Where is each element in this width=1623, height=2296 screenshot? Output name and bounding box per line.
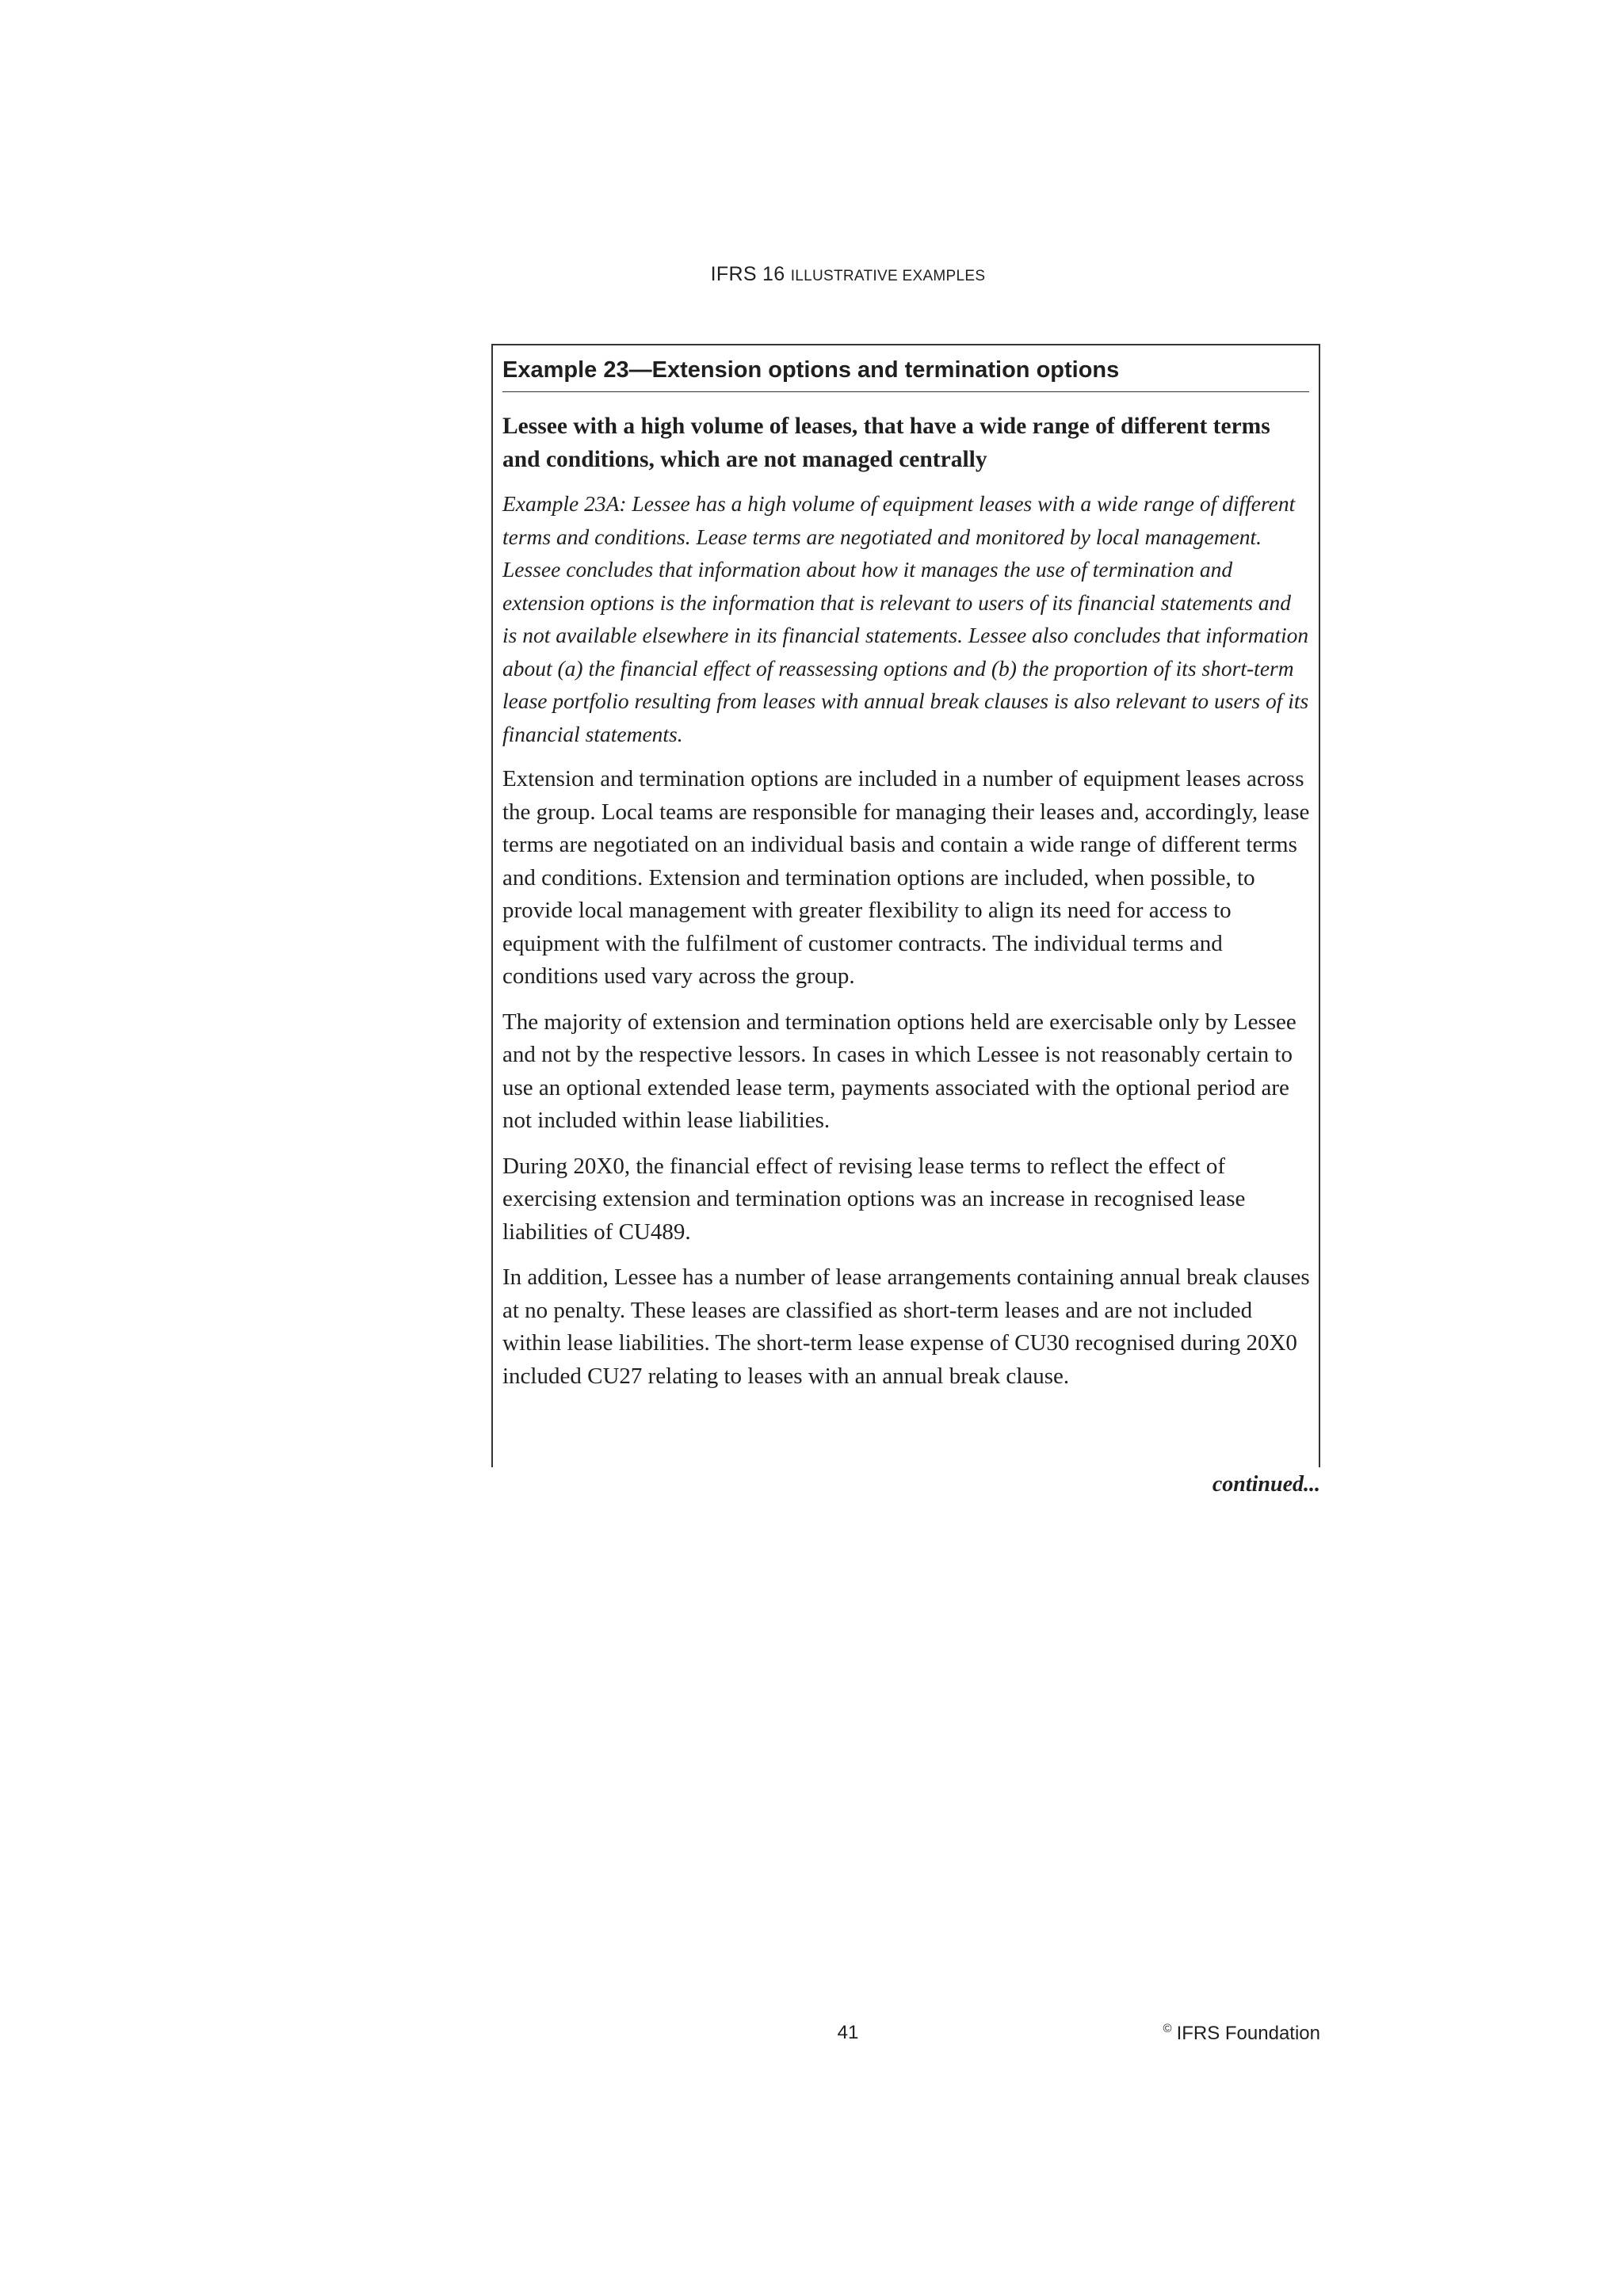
example-title: Example 23—Extension options and termination options <box>502 355 1309 392</box>
example-box <box>491 344 1320 1467</box>
running-head <box>0 263 1623 286</box>
example-intro: Example 23A: Lessee has a high volume of equipment leases with a wide range of different terms and conditions. Lease terms are negotiated and monitored by local management. Lessee concludes that information about how it manages the use of termination and extension options is the information that is relevant to users of its financial statements and is not available elsewhere in its financial statements. Lessee also concludes that information about (a) the financial effect of reassessing options and (b) the proportion of its short-term lease portfolio resulting from leases with annual break clauses is also relevant to users of its financial statements. <box>502 491 1309 746</box>
running-head-main: IFRS 16 <box>710 263 791 285</box>
page-number: 41 <box>837 2022 859 2043</box>
body-paragraph-3: During 20X0, the financial effect of revising lease terms to reflect the effect of exercising extension and termination options was an increase in recognised lease liabilities of CU489. <box>502 1153 1246 1245</box>
example-subheading: Lessee with a high volume of leases, that have a wide range of different terms and conditions, which are not managed centrally <box>502 414 1270 472</box>
running-head-smallcaps: ILLUSTRATIVE EXAMPLES <box>790 268 986 284</box>
copyright-notice <box>1078 2022 1320 2045</box>
continued-label: continued... <box>1212 1472 1320 1497</box>
body-paragraph-1: Extension and termination options are included in a number of equipment leases across the group. Local teams are responsible for managing their leases and, accordingly, lease terms are negotiated on an individual basis and contain a wide range of different terms and conditions. Extension and termination options are included, when possible, to provide local management with greater flexibility to align its need for access to equipment with the fulfilment of customer contracts. The individual terms and conditions used vary across the group. <box>502 766 1310 989</box>
body-paragraph-2: The majority of extension and termination options held are exercisable only by Lessee and not by the respective lessors. In cases in which Lessee is not reasonably certain to use an optional extended lease term, payments associated with the optional period are not included within lease liabilities. <box>502 1009 1296 1133</box>
copyright-symbol: © <box>1163 2022 1172 2035</box>
copyright-text: IFRS Foundation <box>1176 2023 1320 2044</box>
body-paragraph-4: In addition, Lessee has a number of lease arrangements containing annual break clauses at no penalty. These leases are classified as short-term leases and are not included within lease liabilities. The short-term lease expense of CU30 recognised during 20X0 included CU27 relating to leases with an annual break clause. <box>502 1264 1310 1389</box>
example-content <box>502 410 1311 1405</box>
